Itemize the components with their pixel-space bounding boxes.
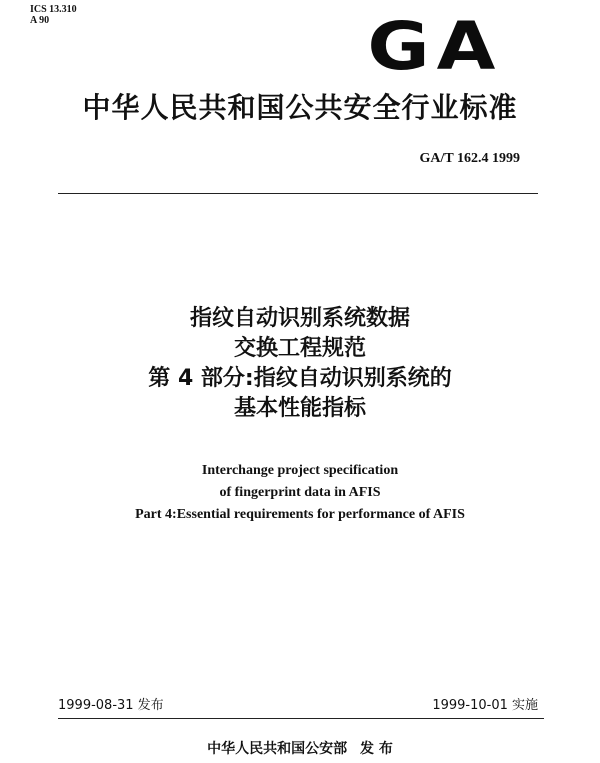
english-title-line-3: Part 4:Essential requirements for performance of AFIS <box>135 507 465 522</box>
publisher-line <box>0 740 600 758</box>
top-divider <box>58 193 538 194</box>
english-title-line-1: Interchange project specification <box>201 463 399 478</box>
ics-code: ICS 13.310 <box>30 4 77 15</box>
standard-number: GA/T 162.4 1999 <box>419 151 520 166</box>
ga-logo: GA <box>367 8 502 85</box>
bottom-divider <box>58 718 544 719</box>
classification-codes <box>30 4 77 26</box>
chinese-title-line-3: 第 4 部分:指纹自动识别系统的 <box>148 366 452 391</box>
chinese-title <box>0 304 600 424</box>
publisher-name: 中华人民共和国公安部 <box>207 741 348 757</box>
chinese-title-line-2: 交换工程规范 <box>233 336 366 361</box>
english-title <box>0 460 600 526</box>
category-code: A 90 <box>30 15 50 26</box>
chinese-title-line-4: 基本性能指标 <box>233 396 366 421</box>
publisher-action: 发 布 <box>360 741 393 757</box>
implementation-date: 1999-10-01 实施 <box>432 698 538 713</box>
english-title-line-2: of fingerprint data in AFIS <box>219 485 381 500</box>
issue-date: 1999-08-31 发布 <box>58 698 164 713</box>
standard-body-title: 中华人民共和国公共安全行业标准 <box>82 91 518 124</box>
chinese-title-line-1: 指纹自动识别系统数据 <box>189 306 410 331</box>
